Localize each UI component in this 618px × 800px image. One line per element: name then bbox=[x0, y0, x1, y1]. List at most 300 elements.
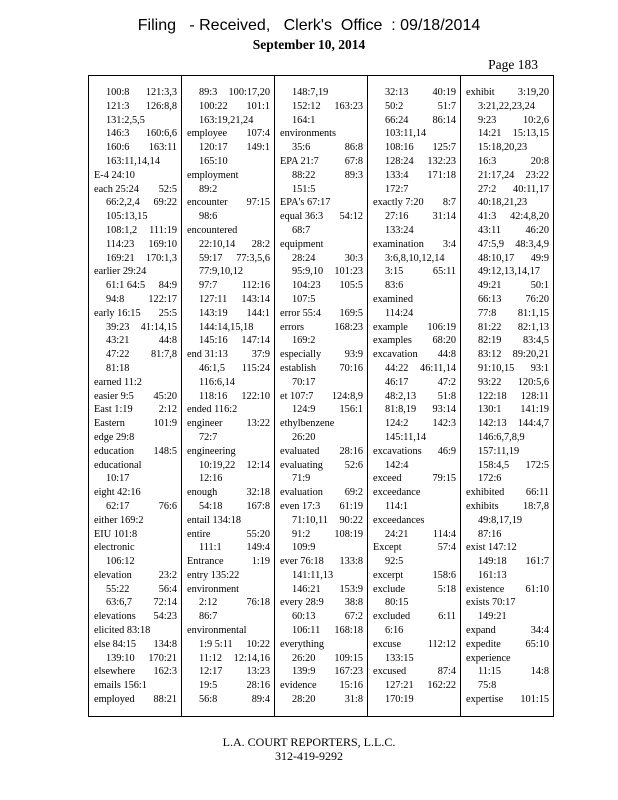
index-entry-left: 88:22 bbox=[292, 169, 316, 181]
index-entry-right: 54:23 bbox=[153, 611, 177, 623]
index-entry-left: 164:1 bbox=[292, 114, 316, 126]
index-entry-left: 11:12 bbox=[199, 652, 223, 664]
index-entry-right: 105:5 bbox=[339, 280, 363, 292]
index-entry-left: 93:22 bbox=[478, 376, 502, 388]
index-entry-left: 70:17 bbox=[292, 376, 316, 388]
index-line bbox=[373, 321, 456, 335]
index-entry-left: 143:19 bbox=[199, 307, 228, 319]
index-line bbox=[187, 321, 270, 335]
index-line bbox=[280, 472, 363, 486]
index-entry-right: 128:11 bbox=[520, 390, 549, 402]
index-line bbox=[466, 210, 549, 224]
index-entry-left: equal 36:3 bbox=[280, 211, 324, 223]
index-line bbox=[94, 596, 177, 610]
index-entry-left: easier 9:5 bbox=[94, 390, 134, 402]
index-entry-left: 133:24 bbox=[385, 224, 414, 236]
index-entry-right: 14:8 bbox=[530, 666, 549, 678]
index-entry-left: exhibits bbox=[466, 500, 499, 512]
index-entry-right: 84:9 bbox=[158, 280, 177, 292]
index-entry-left: 46:1,5 bbox=[199, 362, 226, 374]
index-line bbox=[187, 114, 270, 128]
index-entry-left: 35:6 bbox=[292, 142, 311, 154]
index-entry-left: Entrance bbox=[187, 556, 224, 568]
index-entry-right: 3:4 bbox=[442, 238, 456, 250]
index-entry-left: 63:6,7 bbox=[106, 597, 133, 609]
index-line bbox=[280, 638, 363, 652]
index-line bbox=[373, 307, 456, 321]
index-entry-left: 100:22 bbox=[199, 100, 228, 112]
index-line bbox=[187, 334, 270, 348]
index-entry-left: 146:21 bbox=[292, 583, 321, 595]
index-line bbox=[94, 528, 177, 542]
index-entry-left: excavation bbox=[373, 349, 418, 361]
index-entry-left: 60:13 bbox=[292, 611, 316, 623]
index-line bbox=[280, 403, 363, 417]
index-entry-left: 87:16 bbox=[478, 528, 502, 540]
index-line bbox=[373, 665, 456, 679]
index-line bbox=[373, 100, 456, 114]
index-entry-left: 105:13,15 bbox=[106, 211, 148, 223]
index-entry-left: 66:24 bbox=[385, 114, 409, 126]
index-entry-right: 57:4 bbox=[437, 542, 456, 554]
index-entry-left: end 31:13 bbox=[187, 349, 228, 361]
index-line bbox=[187, 224, 270, 238]
index-line bbox=[373, 86, 456, 100]
index-line bbox=[187, 445, 270, 459]
index-entry-left: 81:18 bbox=[106, 362, 130, 374]
index-line bbox=[280, 224, 363, 238]
index-entry-left: 11:15 bbox=[478, 666, 502, 678]
index-entry-right: 115:24 bbox=[241, 362, 270, 374]
index-entry-right: 148:5 bbox=[153, 445, 177, 457]
index-entry-left: 142:13 bbox=[478, 418, 507, 430]
index-entry-right: 90:22 bbox=[339, 514, 363, 526]
index-line bbox=[373, 293, 456, 307]
index-line bbox=[373, 210, 456, 224]
index-line bbox=[187, 100, 270, 114]
index-entry-left: 151:5 bbox=[292, 183, 316, 195]
index-entry-left: 22:10,14 bbox=[199, 238, 236, 250]
index-entry-right: 120:5,6 bbox=[517, 376, 549, 388]
index-entry-left: environment bbox=[187, 583, 240, 595]
index-entry-left: error 55:4 bbox=[280, 307, 321, 319]
index-column-2 bbox=[182, 76, 275, 716]
index-entry-right: 31:8 bbox=[344, 694, 363, 706]
index-line bbox=[466, 555, 549, 569]
index-line bbox=[280, 127, 363, 141]
index-entry-left: each 25:24 bbox=[94, 183, 139, 195]
index-line bbox=[187, 583, 270, 597]
index-entry-right: 65:11 bbox=[432, 266, 456, 278]
index-entry-left: 47:5,9 bbox=[478, 238, 505, 250]
index-entry-left: education bbox=[94, 445, 135, 457]
index-entry-left: engineering bbox=[187, 445, 236, 457]
index-entry-right: 44:8 bbox=[437, 349, 456, 361]
index-entry-left: earned 11:2 bbox=[94, 376, 142, 388]
index-entry-left: 145:11,14 bbox=[385, 431, 427, 443]
index-entry-right: 89:3 bbox=[344, 169, 363, 181]
index-entry-left: 170:19 bbox=[385, 694, 414, 706]
index-line bbox=[187, 514, 270, 528]
index-entry-right: 25:5 bbox=[158, 307, 177, 319]
index-entry-left: et 107:7 bbox=[280, 390, 314, 402]
index-entry-right: 2:12 bbox=[158, 404, 177, 416]
index-entry-right: 114:4 bbox=[432, 528, 456, 540]
index-entry-left: 50:2 bbox=[385, 100, 404, 112]
index-entry-left: 12:16 bbox=[199, 473, 223, 485]
index-entry-right: 153:9 bbox=[339, 583, 363, 595]
index-line bbox=[94, 665, 177, 679]
index-line bbox=[94, 196, 177, 210]
index-column-5 bbox=[461, 76, 553, 716]
index-line bbox=[94, 390, 177, 404]
index-entry-left: even 17:3 bbox=[280, 500, 321, 512]
index-line bbox=[280, 417, 363, 431]
index-line bbox=[187, 472, 270, 486]
index-line bbox=[187, 252, 270, 266]
index-entry-right: 46:20 bbox=[525, 224, 549, 236]
index-line bbox=[466, 348, 549, 362]
index-line bbox=[466, 265, 549, 279]
index-entry-left: establish bbox=[280, 362, 317, 374]
index-entry-left: educational bbox=[94, 459, 142, 471]
index-entry-left: 49:12,13,14,17 bbox=[478, 266, 541, 278]
index-entry-left: EPA 21:7 bbox=[280, 155, 319, 167]
index-line bbox=[94, 583, 177, 597]
index-entry-left: experience bbox=[466, 652, 511, 664]
index-entry-right: 168:18 bbox=[334, 625, 363, 637]
index-entry-left: 21:17,24 bbox=[478, 169, 515, 181]
index-entry-right: 162:22 bbox=[427, 680, 456, 692]
index-entry-right: 77:3,5,6 bbox=[236, 252, 270, 264]
index-line bbox=[187, 679, 270, 693]
index-line bbox=[373, 610, 456, 624]
index-entry-right: 81:1,15 bbox=[517, 307, 549, 319]
index-entry-left: 114:23 bbox=[106, 238, 135, 250]
index-entry-left: 98:6 bbox=[199, 211, 218, 223]
index-line bbox=[94, 348, 177, 362]
index-line bbox=[94, 555, 177, 569]
index-line bbox=[466, 334, 549, 348]
index-entry-left: 165:10 bbox=[199, 155, 228, 167]
index-entry-left: 108:1,2 bbox=[106, 224, 138, 236]
index-entry-left: East 1:19 bbox=[94, 404, 133, 416]
index-line bbox=[466, 514, 549, 528]
index-entry-right: 101:23 bbox=[334, 266, 363, 278]
index-line bbox=[373, 514, 456, 528]
index-line bbox=[373, 348, 456, 362]
index-line bbox=[94, 238, 177, 252]
index-line bbox=[466, 86, 549, 100]
index-entry-left: 139:10 bbox=[106, 652, 135, 664]
index-entry-left: 128:24 bbox=[385, 155, 414, 167]
index-entry-left: exist 147:12 bbox=[466, 542, 517, 554]
index-line bbox=[466, 569, 549, 583]
index-entry-right: 141:19 bbox=[520, 404, 549, 416]
index-entry-left: electronic bbox=[94, 542, 135, 554]
index-entry-right: 111:19 bbox=[149, 224, 177, 236]
index-line bbox=[373, 403, 456, 417]
index-line bbox=[187, 569, 270, 583]
index-entry-right: 82:1,13 bbox=[517, 321, 549, 333]
index-entry-left: excerpt bbox=[373, 569, 404, 581]
index-line bbox=[373, 459, 456, 473]
index-entry-right: 144:4,7 bbox=[517, 418, 549, 430]
index-line bbox=[94, 403, 177, 417]
index-entry-right: 132:23 bbox=[427, 155, 456, 167]
index-entry-left: 3:21,22,23,24 bbox=[478, 100, 535, 112]
index-entry-left: 81:22 bbox=[478, 321, 502, 333]
index-entry-left: 71:10,11 bbox=[292, 514, 328, 526]
index-entry-left: 77:9,10,12 bbox=[199, 266, 244, 278]
index-line bbox=[94, 265, 177, 279]
index-entry-left: existence bbox=[466, 583, 505, 595]
index-entry-left: 61:1 64:5 bbox=[106, 280, 146, 292]
index-entry-left: elevations bbox=[94, 611, 136, 623]
index-line bbox=[94, 141, 177, 155]
index-entry-left: 24:21 bbox=[385, 528, 409, 540]
index-entry-left: entry 135:22 bbox=[187, 569, 240, 581]
index-entry-left: 107:5 bbox=[292, 293, 316, 305]
index-line bbox=[466, 541, 549, 555]
index-entry-left: elsewhere bbox=[94, 666, 136, 678]
index-line bbox=[280, 321, 363, 335]
index-line bbox=[187, 183, 270, 197]
index-entry-left: 114:1 bbox=[385, 500, 409, 512]
index-line bbox=[94, 500, 177, 514]
index-entry-right: 106:19 bbox=[427, 321, 456, 333]
index-line bbox=[466, 665, 549, 679]
index-line bbox=[280, 114, 363, 128]
index-entry-left: ethylbenzene bbox=[280, 418, 335, 430]
index-entry-right: 76:20 bbox=[525, 293, 549, 305]
index-entry-left: 106:11 bbox=[292, 625, 321, 637]
index-entry-right: 50:1 bbox=[530, 280, 549, 292]
index-entry-left: 9:23 bbox=[478, 114, 497, 126]
index-line bbox=[94, 652, 177, 666]
index-entry-right: 31:14 bbox=[432, 211, 456, 223]
index-line bbox=[94, 376, 177, 390]
index-entry-left: exhibited bbox=[466, 487, 505, 499]
index-entry-right: 42:4,8,20 bbox=[510, 211, 549, 223]
index-line bbox=[187, 279, 270, 293]
index-entry-left: evidence bbox=[280, 680, 317, 692]
index-entry-left: edge 29:8 bbox=[94, 431, 135, 443]
index-entry-left: errors bbox=[280, 321, 305, 333]
index-line bbox=[94, 459, 177, 473]
index-line bbox=[280, 486, 363, 500]
index-entry-left: 144:14,15,18 bbox=[199, 321, 254, 333]
index-line bbox=[280, 279, 363, 293]
index-entry-left: 145:16 bbox=[199, 335, 228, 347]
index-entry-left: examination bbox=[373, 238, 424, 250]
index-line bbox=[466, 321, 549, 335]
index-entry-right: 61:19 bbox=[339, 500, 363, 512]
index-entry-left: 127:21 bbox=[385, 680, 414, 692]
index-entry-left: evaluated bbox=[280, 445, 320, 457]
index-line bbox=[466, 100, 549, 114]
index-line bbox=[187, 665, 270, 679]
index-entry-left: Except bbox=[373, 542, 402, 554]
index-line bbox=[373, 362, 456, 376]
index-entry-left: 46:17 bbox=[385, 376, 409, 388]
index-line bbox=[94, 541, 177, 555]
index-entry-left: 116:6,14 bbox=[199, 376, 235, 388]
index-line bbox=[280, 569, 363, 583]
index-line bbox=[373, 486, 456, 500]
index-entry-left: 49:8,17,19 bbox=[478, 514, 523, 526]
index-line bbox=[94, 100, 177, 114]
index-entry-left: 130:1 bbox=[478, 404, 502, 416]
index-entry-right: 54:12 bbox=[339, 211, 363, 223]
index-line bbox=[280, 596, 363, 610]
index-line bbox=[187, 541, 270, 555]
index-entry-right: 28:16 bbox=[339, 445, 363, 457]
index-entry-right: 109:15 bbox=[334, 652, 363, 664]
index-line bbox=[373, 169, 456, 183]
index-entry-right: 169:5 bbox=[339, 307, 363, 319]
index-entry-left: 10:19,22 bbox=[199, 459, 236, 471]
index-entry-left: 131:2,5,5 bbox=[106, 114, 145, 126]
index-entry-right: 107:4 bbox=[246, 128, 270, 140]
index-entry-left: 48:2,13 bbox=[385, 390, 417, 402]
index-line bbox=[280, 665, 363, 679]
index-line bbox=[187, 238, 270, 252]
index-line bbox=[187, 376, 270, 390]
index-line bbox=[280, 307, 363, 321]
index-entry-left: 109:9 bbox=[292, 542, 316, 554]
index-entry-right: 86:14 bbox=[432, 114, 456, 126]
index-entry-left: entail 134:18 bbox=[187, 514, 242, 526]
index-entry-left: exactly 7:20 bbox=[373, 197, 424, 209]
index-line bbox=[466, 376, 549, 390]
index-line bbox=[280, 265, 363, 279]
index-entry-right: 69:2 bbox=[344, 487, 363, 499]
index-line bbox=[373, 500, 456, 514]
index-entry-left: 72:7 bbox=[199, 431, 218, 443]
index-entry-left: 55:22 bbox=[106, 583, 130, 595]
index-entry-right: 162:3 bbox=[153, 666, 177, 678]
index-entry-left: enough bbox=[187, 487, 218, 499]
index-entry-right: 168:23 bbox=[334, 321, 363, 333]
index-line bbox=[94, 362, 177, 376]
index-entry-left: 28:20 bbox=[292, 694, 316, 706]
index-entry-left: 3:15 bbox=[385, 266, 404, 278]
index-entry-left: 1:9 5:11 bbox=[199, 638, 233, 650]
index-entry-right: 41:14,15 bbox=[140, 321, 177, 333]
index-entry-left: 39:23 bbox=[106, 321, 130, 333]
index-line bbox=[187, 528, 270, 542]
index-entry-left: 2:12 bbox=[199, 597, 218, 609]
index-entry-right: 143:14 bbox=[241, 293, 270, 305]
index-entry-left: 44:22 bbox=[385, 362, 409, 374]
index-line bbox=[373, 472, 456, 486]
index-line bbox=[187, 693, 270, 707]
index-entry-right: 46:9 bbox=[437, 445, 456, 457]
index-entry-right: 13:22 bbox=[246, 418, 270, 430]
index-entry-left: encounter bbox=[187, 197, 228, 209]
index-line bbox=[466, 500, 549, 514]
index-column-3 bbox=[275, 76, 368, 716]
index-entry-right: 12:14 bbox=[246, 459, 270, 471]
index-entry-right: 55:20 bbox=[246, 528, 270, 540]
index-entry-left: 66:13 bbox=[478, 293, 502, 305]
index-entry-right: 163:23 bbox=[334, 100, 363, 112]
index-line bbox=[466, 403, 549, 417]
index-entry-right: 81:7,8 bbox=[150, 349, 177, 361]
index-line bbox=[373, 541, 456, 555]
index-entry-left: 148:7,19 bbox=[292, 87, 329, 98]
index-entry-right: 51:8 bbox=[437, 390, 456, 402]
index-line bbox=[280, 500, 363, 514]
index-entry-left: excavations bbox=[373, 445, 422, 457]
index-entry-left: 43:21 bbox=[106, 335, 130, 347]
index-line bbox=[466, 141, 549, 155]
index-entry-right: 40:19 bbox=[432, 87, 456, 98]
index-entry-left: 161:13 bbox=[478, 569, 507, 581]
index-line bbox=[280, 624, 363, 638]
index-entry-left: exclude bbox=[373, 583, 406, 595]
index-line bbox=[466, 528, 549, 542]
index-entry-right: 93:1 bbox=[530, 362, 549, 374]
index-line bbox=[94, 183, 177, 197]
index-entry-right: 167:8 bbox=[246, 500, 270, 512]
index-entry-left: 108:16 bbox=[385, 142, 414, 154]
index-entry-left: 27:16 bbox=[385, 211, 409, 223]
index-entry-right: 34:4 bbox=[530, 625, 549, 637]
index-entry-left: exceedances bbox=[373, 514, 425, 526]
index-line bbox=[373, 155, 456, 169]
index-line bbox=[94, 252, 177, 266]
index-entry-left: 157:11,19 bbox=[478, 445, 520, 457]
index-line bbox=[280, 541, 363, 555]
index-entry-right: 86:8 bbox=[344, 142, 363, 154]
index-entry-left: 32:13 bbox=[385, 87, 409, 98]
index-entry-left: especially bbox=[280, 349, 322, 361]
index-entry-left: 124:2 bbox=[385, 418, 409, 430]
index-entry-left: 142:4 bbox=[385, 459, 409, 471]
index-entry-left: 114:24 bbox=[385, 307, 414, 319]
index-entry-left: 71:9 bbox=[292, 473, 311, 485]
index-line bbox=[94, 624, 177, 638]
index-line bbox=[94, 334, 177, 348]
index-line bbox=[280, 100, 363, 114]
index-line bbox=[94, 569, 177, 583]
index-entry-left: 141:11,13 bbox=[292, 569, 334, 581]
index-entry-left: 83:12 bbox=[478, 349, 502, 361]
court-reporter-phone: 312-419-9292 bbox=[275, 749, 343, 763]
index-line bbox=[94, 155, 177, 169]
index-entry-left: excused bbox=[373, 666, 407, 678]
index-line bbox=[373, 569, 456, 583]
index-entry-left: eight 42:16 bbox=[94, 487, 141, 499]
index-entry-left: 127:11 bbox=[199, 293, 228, 305]
index-entry-right: 112:12 bbox=[427, 638, 456, 650]
index-entry-left: exceed bbox=[373, 473, 402, 485]
index-entry-left: 83:6 bbox=[385, 280, 404, 292]
index-entry-left: 124:9 bbox=[292, 404, 316, 416]
index-entry-left: 62:17 bbox=[106, 500, 130, 512]
index-line bbox=[187, 431, 270, 445]
index-line bbox=[280, 334, 363, 348]
index-entry-right: 65:10 bbox=[525, 638, 549, 650]
index-line bbox=[187, 652, 270, 666]
index-entry-right: 66:11 bbox=[525, 487, 549, 499]
index-line bbox=[187, 459, 270, 473]
index-line bbox=[280, 390, 363, 404]
index-line bbox=[187, 596, 270, 610]
index-entry-right: 149:1 bbox=[246, 142, 270, 154]
